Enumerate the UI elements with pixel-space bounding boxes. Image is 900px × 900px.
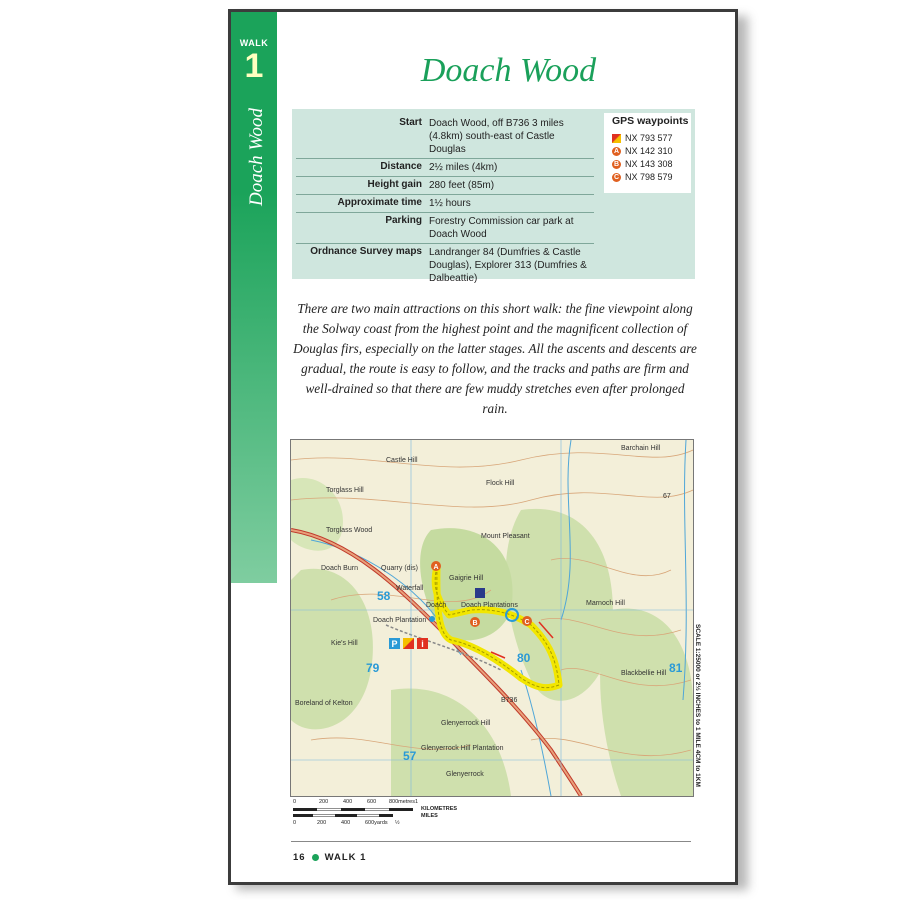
- grid-number: 57: [403, 749, 417, 763]
- waypoint-a-icon: A: [613, 147, 620, 155]
- sidebar-fade: [231, 192, 277, 583]
- map-svg: [291, 440, 693, 796]
- map-label: Doach: [426, 602, 447, 609]
- map-label: Flock Hill: [486, 480, 515, 487]
- info-label: Start: [399, 117, 422, 128]
- info-label: Ordnance Survey maps: [310, 246, 422, 257]
- gps-row: [612, 172, 691, 182]
- info-icon-letter: i: [421, 639, 424, 649]
- map-label: 67: [663, 493, 671, 500]
- waypoint-b-letter: B: [472, 620, 478, 627]
- intro-paragraph: There are two main attractions on this short walk: the fine viewpoint along the Solway coast from the highest point and the magnificent collection of Douglas firs, especially on the latter stages. All the ascents and descents are gradual, the route is easy to follow, and the tracks and paths are firm and well-drained so that there are few muddy stretches even after prolonged rain.: [293, 301, 697, 416]
- grid-number: 58: [377, 589, 391, 603]
- map-label: Boreland of Kelton: [295, 700, 353, 707]
- scale-tick: 800metres: [389, 799, 415, 805]
- footer-dot-icon: [312, 854, 319, 861]
- scale-tick: 0: [293, 799, 297, 805]
- map-label: Quarry (dis): [381, 565, 418, 572]
- scale-tick: 200: [319, 799, 329, 805]
- gps-value: NX 798 579: [625, 172, 673, 182]
- map-label: Marnoch Hill: [586, 600, 625, 607]
- info-row: [296, 159, 594, 177]
- gps-value: NX 142 310: [625, 146, 673, 156]
- scale-unit: KILOMETRES: [421, 806, 458, 812]
- page-title: Doach Wood: [420, 52, 597, 89]
- scale-tick: 600: [367, 799, 377, 805]
- info-value: 1½ hours: [429, 198, 471, 209]
- map-label: Mount Pleasant: [481, 533, 530, 540]
- map-label: Doach Plantations: [461, 602, 518, 609]
- grid-number: 81: [669, 661, 683, 675]
- info-row: [296, 213, 594, 244]
- map-label: Barchain Hill: [621, 445, 661, 452]
- grid-number: 79: [366, 661, 380, 675]
- waypoint-b-icon: B: [613, 160, 620, 168]
- info-value: 280 feet (85m): [429, 180, 495, 191]
- gps-value: NX 793 577: [625, 133, 673, 143]
- parking-icon-letter: P: [391, 639, 398, 649]
- waypoint-c-letter: C: [524, 619, 530, 626]
- scale-bar: [291, 798, 491, 838]
- scale-tick: 400: [343, 799, 353, 805]
- walk-label: WALK: [239, 38, 269, 48]
- map-label: Castle Hill: [386, 457, 418, 464]
- gps-title: GPS waypoints: [612, 115, 689, 127]
- scale-tick: 400: [341, 820, 351, 826]
- gps-row: [612, 146, 691, 156]
- scale-bar-km: [293, 808, 413, 811]
- map-label: B736: [501, 697, 518, 704]
- map-label: Torglass Wood: [326, 527, 373, 534]
- info-table: [296, 115, 594, 287]
- sidebar-title: Doach Wood: [246, 108, 267, 206]
- scale-unit: MILES: [421, 813, 438, 819]
- info-value: Forestry Commission car park at Doach Wood: [429, 216, 574, 240]
- map-label: Torglass Hill: [326, 487, 364, 494]
- book-page: [228, 9, 738, 885]
- sidebar-tab: [231, 12, 277, 583]
- walk-number: 1: [244, 47, 264, 85]
- map-label: Doach Burn: [321, 565, 358, 572]
- waypoint-a-letter: A: [433, 564, 439, 571]
- map-label: Waterfall: [396, 585, 424, 592]
- info-label: Parking: [385, 215, 422, 226]
- gps-row: [612, 159, 691, 169]
- info-row: [296, 177, 594, 195]
- info-row: [296, 115, 594, 159]
- info-value: 2½ miles (4km): [429, 162, 498, 173]
- info-label: Height gain: [367, 179, 422, 190]
- woodland-patch: [391, 688, 511, 796]
- picnic-icon: [429, 616, 435, 622]
- waypoint-c-icon: C: [613, 173, 620, 181]
- info-label: Distance: [380, 161, 422, 172]
- gps-row: [612, 133, 691, 143]
- map-label: Doach Plantation: [373, 617, 427, 624]
- info-value: Doach Wood, off B736 3 miles (4.8km) south-east of Castle Douglas: [429, 118, 564, 155]
- walk-info-box: [292, 109, 695, 284]
- info-label: Approximate time: [337, 197, 422, 208]
- map-label: Blackbellie Hill: [621, 670, 667, 677]
- scale-tick: 600yards: [365, 820, 388, 826]
- footer-divider: [291, 841, 691, 842]
- start-marker-icon: [612, 134, 621, 143]
- footer-walk: WALK 1: [324, 852, 367, 863]
- gps-waypoints-panel: [604, 113, 691, 193]
- scale-tick: 1: [415, 799, 419, 805]
- scale-tick: 0: [293, 820, 297, 826]
- scale-note: SCALE 1:25000 or 2½ INCHES to 1 MILE 4CM to 1KM: [694, 624, 701, 787]
- woodland-patch: [600, 608, 693, 796]
- viewpoint-icon: [475, 588, 485, 598]
- info-row: [296, 244, 594, 287]
- map-label: Gaigrie Hill: [449, 575, 484, 582]
- page-footer: [293, 852, 366, 863]
- page-number: 16: [293, 852, 306, 863]
- grid-number: 80: [517, 651, 531, 665]
- gps-value: NX 143 308: [625, 159, 673, 169]
- map-label: Glenyerrock Hill: [441, 720, 491, 727]
- scale-tick: ½: [395, 820, 400, 826]
- info-row: [296, 195, 594, 213]
- map-label: Glenyerrock Hill Plantation: [421, 745, 504, 752]
- scale-tick: 200: [317, 820, 327, 826]
- map-label: Kie's Hill: [331, 640, 358, 647]
- info-value: Landranger 84 (Dumfries & Castle Douglas), Explorer 313 (Dumfries & Dalbeattie): [429, 247, 587, 284]
- route-map: [290, 439, 694, 797]
- map-label: Glenyerrock: [446, 771, 484, 778]
